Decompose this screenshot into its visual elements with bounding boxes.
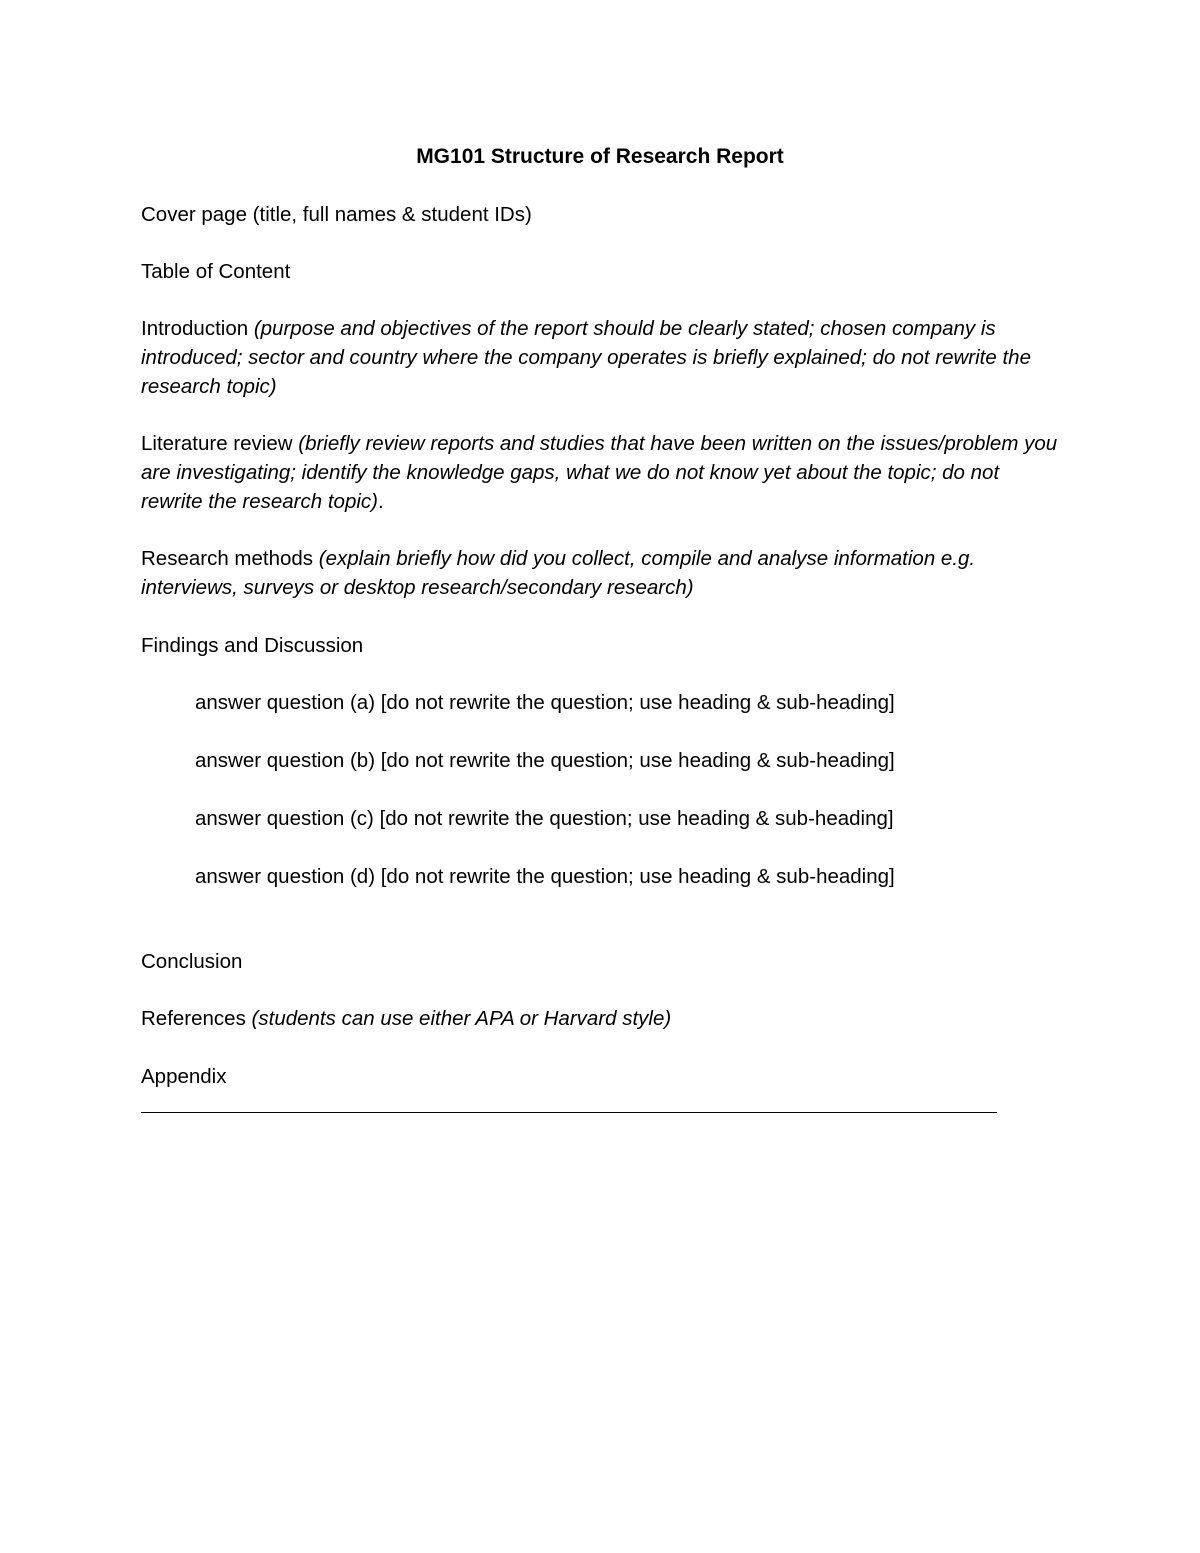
- cover-page-item: Cover page (title, full names & student IDs): [141, 203, 532, 226]
- horizontal-divider: [141, 1112, 997, 1113]
- literature-review-label: Literature review: [141, 432, 293, 455]
- answer-item-c: answer question (c) [do not rewrite the question; use heading & sub-heading]: [195, 807, 894, 830]
- appendix-item: Appendix: [141, 1065, 227, 1088]
- introduction-label: Introduction: [141, 317, 249, 340]
- introduction-section: [141, 314, 1061, 401]
- introduction-note: (purpose and objectives of the report should be clearly stated; chosen company is introduced; sector and country where the company operates is briefly explained; do not rewrite the research topic): [141, 317, 1031, 398]
- answer-item-a: answer question (a) [do not rewrite the question; use heading & sub-heading]: [195, 691, 895, 714]
- conclusion-item: Conclusion: [141, 950, 243, 973]
- research-methods-note: (explain briefly how did you collect, compile and analyse information e.g. interviews, surveys or desktop research/secondary research): [141, 547, 976, 599]
- literature-review-note: (briefly review reports and studies that have been written on the issues/problem you are investigating; identify the knowledge gaps, what we do not know yet about the topic; do not rewrite the research topic): [141, 432, 1058, 513]
- references-note: (students can use either APA or Harvard style): [251, 1007, 672, 1030]
- research-methods-label: Research methods: [141, 547, 314, 570]
- literature-review-suffix: .: [377, 490, 384, 513]
- references-label: References: [141, 1007, 246, 1030]
- answer-item-d: answer question (d) [do not rewrite the question; use heading & sub-heading]: [195, 865, 895, 888]
- answer-item-b: answer question (b) [do not rewrite the question; use heading & sub-heading]: [195, 749, 895, 772]
- literature-review-section: [141, 429, 1061, 516]
- research-methods-section: [141, 544, 1061, 602]
- findings-and-discussion-heading: Findings and Discussion: [141, 634, 364, 657]
- table-of-content-item: Table of Content: [141, 260, 291, 283]
- document-title: MG101 Structure of Research Report: [416, 145, 784, 168]
- references-section: [141, 1004, 1061, 1033]
